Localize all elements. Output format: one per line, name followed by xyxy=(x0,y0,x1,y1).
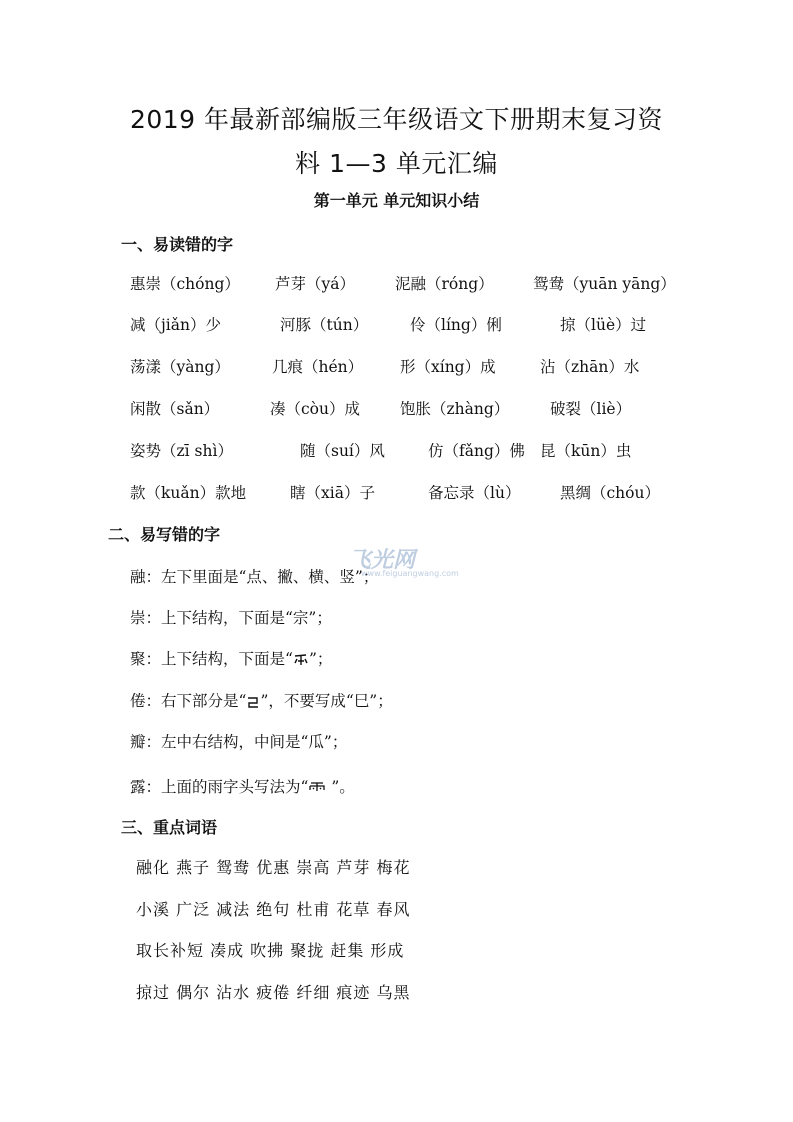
pinyin-entry: 闲散（sǎn） xyxy=(130,400,220,418)
note-text: ”，不要写成“巳”； xyxy=(260,692,393,710)
pinyin-entry: 芦芽（yá） xyxy=(275,275,355,293)
pinyin-entry: 惠崇（chóng） xyxy=(130,275,240,293)
pinyin-row xyxy=(0,481,793,511)
section-heading-3: 三、重点词语 xyxy=(121,818,218,837)
pinyin-entry: 饱胀（zhàng） xyxy=(400,400,510,418)
title-line-2: 料 1—3 单元汇编 xyxy=(295,149,498,178)
note-text: ”。 xyxy=(326,778,355,796)
component-glyph-image xyxy=(293,653,309,667)
pinyin-row xyxy=(0,397,793,427)
writing-note xyxy=(130,775,355,797)
pinyin-entry: 荡漾（yàng） xyxy=(130,358,230,376)
writing-note xyxy=(130,689,393,711)
watermark-url: www.feiguangwang.com xyxy=(361,569,459,578)
pinyin-entry: 河豚（tún） xyxy=(280,316,369,334)
pinyin-row xyxy=(0,272,793,302)
pinyin-entry: 仿（fǎng）佛 xyxy=(428,442,525,460)
pinyin-entry: 破裂（liè） xyxy=(550,400,632,418)
writing-note xyxy=(130,730,347,752)
unit-subtitle: 第一单元 单元知识小结 xyxy=(313,191,480,210)
section-heading-1: 一、易读错的字 xyxy=(121,235,234,254)
pinyin-entry: 鸳鸯（yuān yāng） xyxy=(533,275,676,293)
pinyin-entry: 姿势（zī shì） xyxy=(130,442,233,460)
pinyin-entry: 几痕（hén） xyxy=(272,358,364,376)
pinyin-entry: 凑（còu）成 xyxy=(270,400,360,418)
pinyin-row xyxy=(0,313,793,343)
pinyin-entry: 泥融（róng） xyxy=(395,275,494,293)
note-text: 融：左下里面是“点、撇、横、竖”； xyxy=(130,568,379,586)
pinyin-entry: 款（kuǎn）款地 xyxy=(130,484,247,502)
word-row: 取长补短 凑成 吹拂 聚拢 赶集 形成 xyxy=(136,941,405,960)
section-heading-2: 二、易写错的字 xyxy=(108,525,221,544)
pinyin-entry: 沾（zhān）水 xyxy=(540,358,640,376)
note-text: 聚：上下结构，下面是“ xyxy=(130,650,293,668)
component-glyph-image xyxy=(246,695,260,709)
title-line-1: 2019 年最新部编版三年级语文下册期末复习资 xyxy=(129,105,664,134)
pinyin-entry: 减（jiǎn）少 xyxy=(130,316,221,334)
writing-note xyxy=(130,647,332,669)
pinyin-entry: 形（xíng）成 xyxy=(400,358,496,376)
pinyin-entry: 备忘录（lù） xyxy=(428,484,521,502)
pinyin-entry: 随（suí）风 xyxy=(300,442,385,460)
note-text: 露：上面的雨字头写法为“ xyxy=(130,778,309,796)
pinyin-row xyxy=(0,355,793,385)
rain-radical-glyph-image xyxy=(308,781,326,795)
note-text: ”； xyxy=(308,650,333,668)
note-text: 崇：上下结构，下面是“宗”； xyxy=(130,609,332,627)
pinyin-entry: 瞎（xiā）子 xyxy=(290,484,375,502)
word-row: 融化 燕子 鸳鸯 优惠 崇高 芦芽 梅花 xyxy=(136,858,411,877)
word-row: 掠过 偶尔 沾水 疲倦 纤细 痕迹 乌黑 xyxy=(136,983,411,1002)
pinyin-row xyxy=(0,439,793,469)
pinyin-entry: 掠（lüè）过 xyxy=(560,316,647,334)
word-row: 小溪 广泛 减法 绝句 杜甫 花草 春风 xyxy=(136,900,411,919)
note-text: 倦：右下部分是“ xyxy=(130,692,247,710)
watermark-text: 飞光网 xyxy=(349,548,416,573)
document-title xyxy=(60,98,733,186)
note-text: 瓣：左中右结构，中间是“瓜”； xyxy=(130,733,348,751)
pinyin-entry: 昆（kūn）虫 xyxy=(540,442,632,460)
pinyin-entry: 伶（líng）俐 xyxy=(410,316,502,334)
writing-note xyxy=(130,606,332,628)
pinyin-entry: 黑绸（chóu） xyxy=(560,484,660,502)
watermark-logo xyxy=(325,543,465,585)
